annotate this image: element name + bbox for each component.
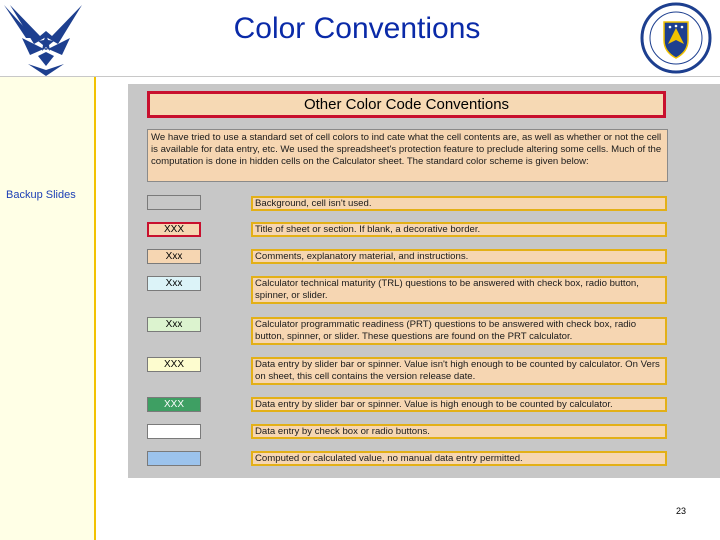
header-divider [0, 76, 720, 77]
color-description: Calculator technical maturity (TRL) questions to be answered with check box, radio button, spinner, or slider. [251, 276, 667, 304]
section-label: Backup Slides [6, 189, 76, 201]
sidebar [0, 77, 96, 540]
color-swatch: Xxx [147, 317, 201, 332]
page-number: 23 [676, 506, 687, 516]
color-description: Comments, explanatory material, and instructions. [251, 249, 667, 264]
color-description: Computed or calculated value, no manual data entry permitted. [251, 451, 667, 466]
color-swatch: XXX [147, 357, 201, 372]
color-description: Calculator programmatic readiness (PRT) questions to be answered with check box, radio button, spinner, or slider. These questions are found on the PRT calculator. [251, 317, 667, 345]
sheet-banner-title: Other Color Code Conventions [147, 91, 666, 118]
color-swatch [147, 424, 201, 439]
color-swatch: Xxx [147, 249, 201, 264]
color-swatch [147, 451, 201, 466]
color-swatch: Xxx [147, 276, 201, 291]
color-description: Data entry by slider bar or spinner. Value is high enough to be counted by calculator. [251, 397, 667, 412]
afrl-shield-emblem [636, 0, 716, 78]
color-description: Title of sheet or section. If blank, a decorative border. [251, 222, 667, 237]
intro-text: We have tried to use a standard set of cell colors to ind cate what the cell contents are, as well as whether or not the cell is available for data entry, etc. We used the spreadsheet's protection feature to preclude altering some cells. Much of the computation is done in hidden cells on the Calculator sheet. The standard color scheme is given below: [147, 129, 668, 182]
color-description: Data entry by slider bar or spinner. Value isn't high enough to be counted by calculator. On Vers on sheet, this cell contains the version release date. [251, 357, 667, 385]
slide-title: Color Conventions [233, 12, 481, 45]
color-description: Data entry by check box or radio buttons. [251, 424, 667, 439]
color-swatch: XXX [147, 397, 201, 412]
color-description: Background, cell isn't used. [251, 196, 667, 211]
color-swatch: XXX [147, 222, 201, 237]
color-swatch [147, 195, 201, 210]
